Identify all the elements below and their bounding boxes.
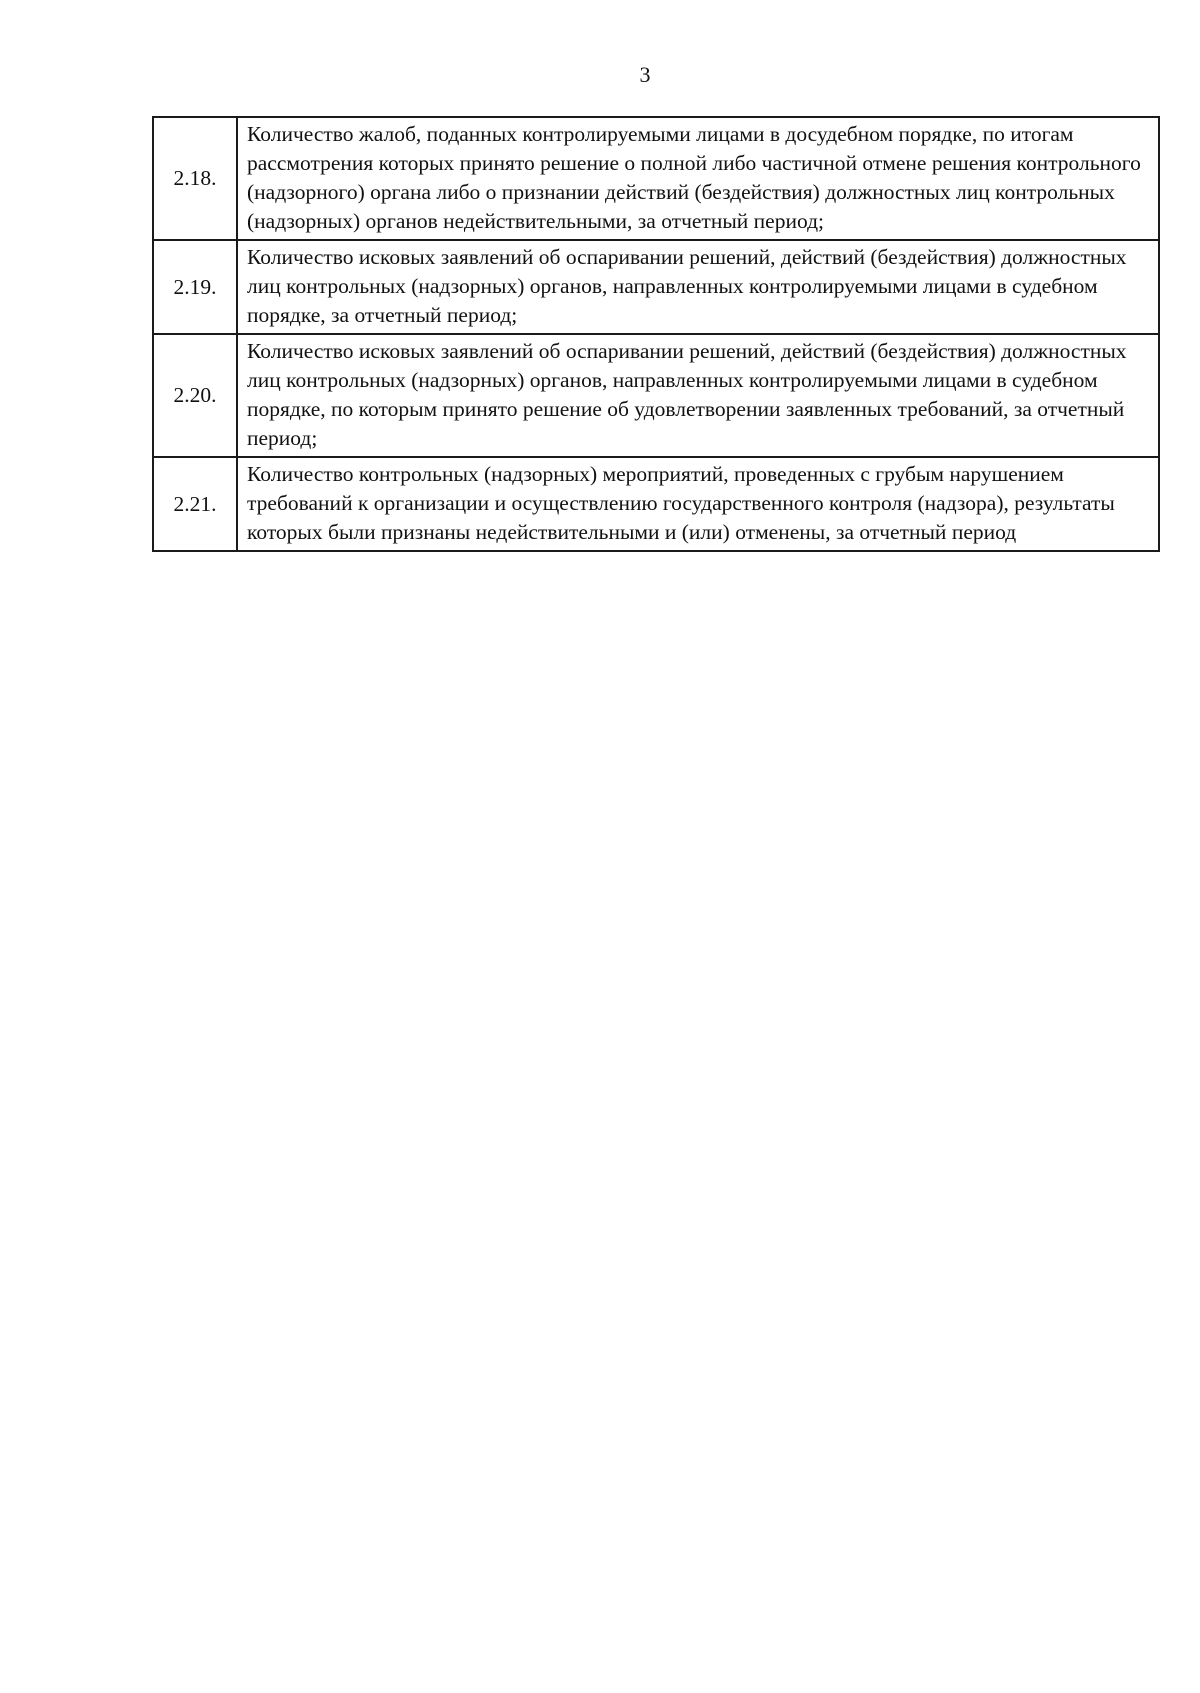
row-number: 2.18. bbox=[153, 117, 237, 240]
table-row bbox=[153, 117, 1159, 240]
row-description: Количество жалоб, поданных контролируемыми лицами в досудебном порядке, по итогам рассмотрения которых принято решение о полной либо частичной отмене решения контрольного (надзорного) органа либо о признании действий (бездействия) должностных лиц контрольных (надзорных) органов недействительными, за отчетный период; bbox=[237, 117, 1159, 240]
table-row bbox=[153, 334, 1159, 457]
row-description: Количество исковых заявлений об оспаривании решений, действий (бездействия) должностных лиц контрольных (надзорных) органов, направленных контролируемыми лицами в судебном порядке, по которым принято решение об удовлетворении заявленных требований, за отчетный период; bbox=[237, 334, 1159, 457]
row-description: Количество контрольных (надзорных) мероприятий, проведенных с грубым нарушением требований к организации и осуществлению государственного контроля (надзора), результаты которых были признаны недействительными и (или) отменены, за отчетный период bbox=[237, 457, 1159, 551]
row-number: 2.19. bbox=[153, 240, 237, 334]
table-row bbox=[153, 240, 1159, 334]
row-description: Количество исковых заявлений об оспаривании решений, действий (бездействия) должностных лиц контрольных (надзорных) органов, направленных контролируемыми лицами в судебном порядке, за отчетный период; bbox=[237, 240, 1159, 334]
indicators-table bbox=[152, 116, 1160, 552]
page-number: 3 bbox=[639, 62, 651, 87]
table-row bbox=[153, 457, 1159, 551]
row-number: 2.21. bbox=[153, 457, 237, 551]
row-number: 2.20. bbox=[153, 334, 237, 457]
